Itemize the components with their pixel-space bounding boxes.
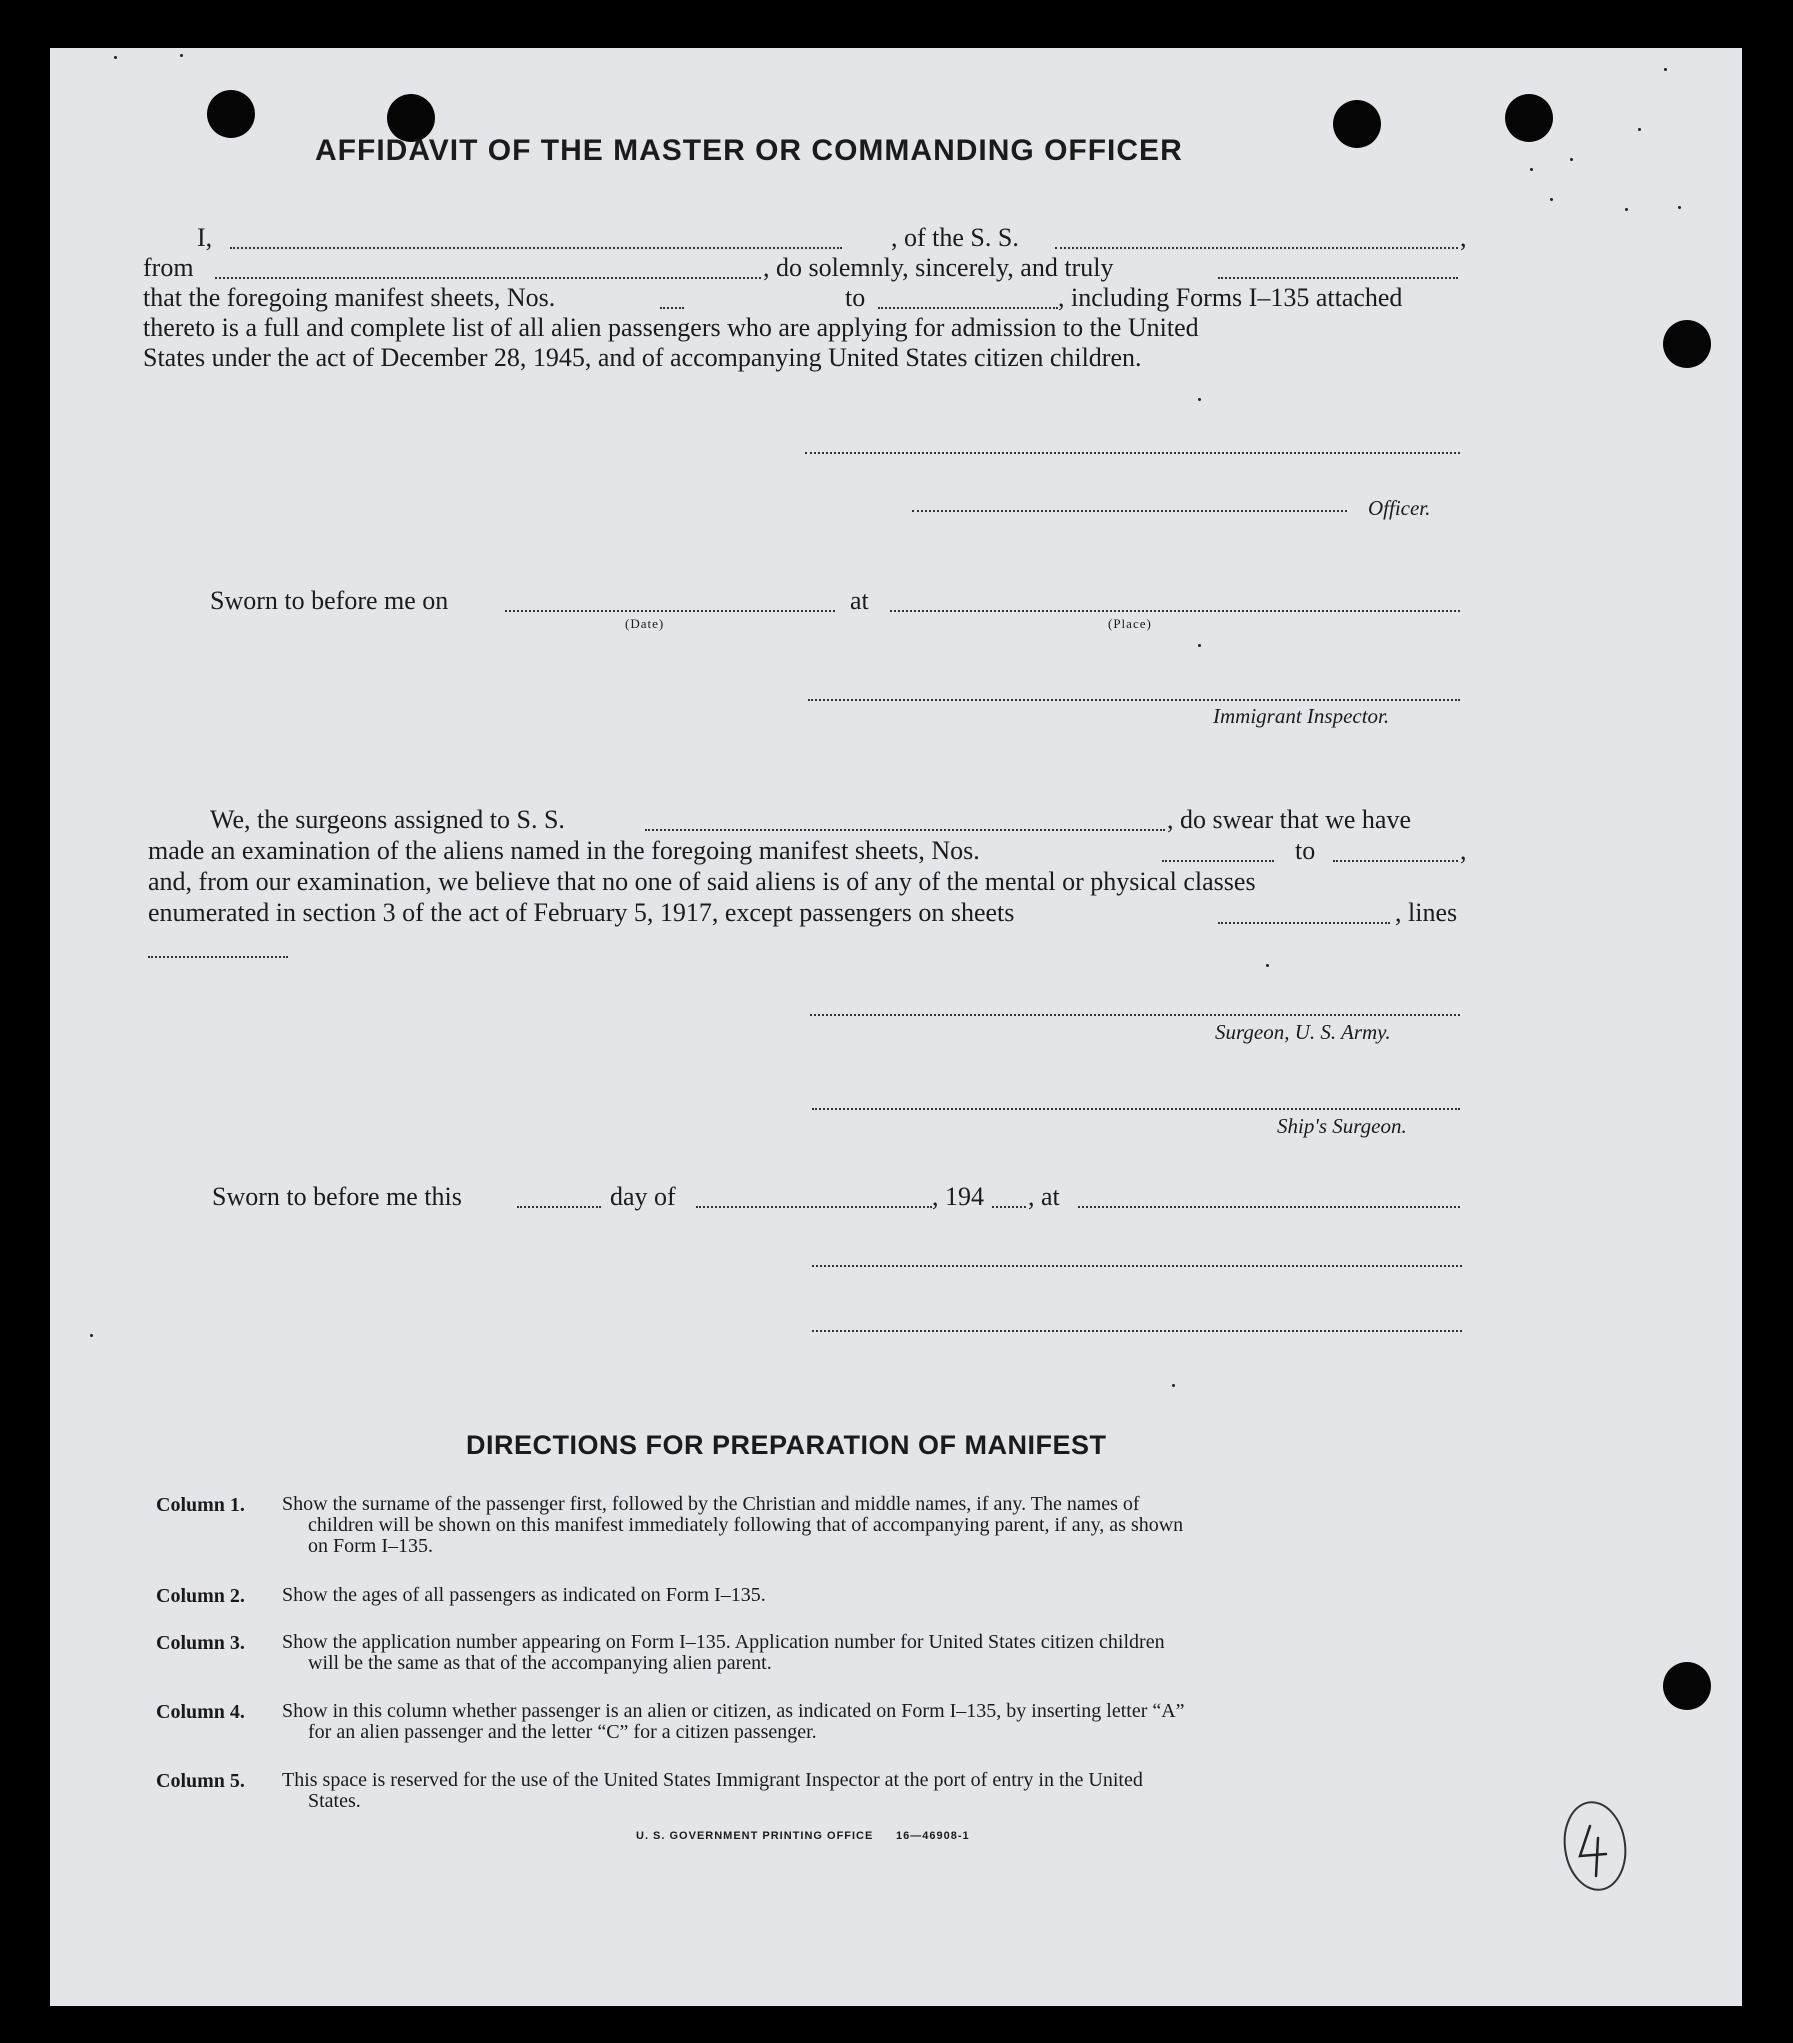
column-5-line: States. <box>308 1790 361 1812</box>
column-3-line: will be the same as that of the accompanying alien parent. <box>308 1652 772 1674</box>
column-4-line: Show in this column whether passenger is an alien or citizen, as indicated on Form I–135, by inserting letter “A” <box>282 1700 1185 1722</box>
speck <box>90 1334 93 1337</box>
affidavit-line5: States under the act of December 28, 1945, and of accompanying United States citizen children. <box>143 343 1142 372</box>
inspector-label: Immigrant Inspector. <box>1213 704 1390 728</box>
affidavit-solemnly: , do solemnly, sincerely, and truly <box>763 253 1114 282</box>
column-1-line: Show the surname of the passenger first, followed by the Christian and middle names, if any. The names of <box>282 1493 1140 1515</box>
sworn-at2: , at <box>1028 1182 1060 1211</box>
column-1-label: Column 1. <box>156 1494 245 1516</box>
speck <box>1198 644 1201 647</box>
sheets-to-field[interactable] <box>878 307 1058 309</box>
officer-signature-line[interactable] <box>912 510 1347 512</box>
affidavit-line4: thereto is a full and complete list of all alien passengers who are applying for admission to the United <box>143 313 1199 342</box>
column-5-line: This space is reserved for the use of the United States Immigrant Inspector at the port of entry in the United <box>282 1769 1143 1791</box>
sworn-month-field[interactable] <box>696 1206 932 1208</box>
column-5-text <box>282 1770 1462 1812</box>
column-1-line: children will be shown on this manifest immediately following that of accompanying parent, if any, as shown <box>308 1514 1184 1536</box>
speck <box>114 56 117 59</box>
surgeon-sheets-to-field[interactable] <box>1333 860 1458 862</box>
speck <box>1625 208 1628 211</box>
speck <box>1172 1384 1175 1387</box>
sworn-year-field[interactable] <box>992 1206 1026 1208</box>
surgeons-line1a: We, the surgeons assigned to S. S. <box>210 805 565 834</box>
official-signature-line-2[interactable] <box>812 1330 1462 1332</box>
affidavit-sheets: that the foregoing manifest sheets, Nos. <box>143 283 556 312</box>
affidavit-forms: , including Forms I–135 attached <box>1058 283 1403 312</box>
sworn-day-of: day of <box>610 1182 676 1211</box>
punch-hole <box>207 90 255 138</box>
surgeons-line3: and, from our examination, we believe that no one of said aliens is of any of the mental or physical classes <box>148 867 1256 896</box>
speck <box>1550 198 1553 201</box>
ship-surgeon-label: Ship's Surgeon. <box>1277 1114 1407 1138</box>
form-page <box>50 48 1742 2006</box>
speck <box>180 54 183 57</box>
speck <box>1198 398 1201 401</box>
surgeons-line2a: made an examination of the aliens named in the foregoing manifest sheets, Nos. <box>148 836 980 865</box>
sworn-place2-field[interactable] <box>1078 1206 1460 1208</box>
affidavit-comma: , <box>1460 223 1467 252</box>
sheets-from-field[interactable] <box>660 307 684 309</box>
column-5-label: Column 5. <box>156 1770 245 1792</box>
ship-name-field[interactable] <box>1055 247 1458 249</box>
printer-imprint: U. S. GOVERNMENT PRINTING OFFICE <box>636 1830 874 1842</box>
master-name-field[interactable] <box>230 247 842 249</box>
punch-hole <box>1505 94 1553 142</box>
officer-label: Officer. <box>1368 496 1431 520</box>
surgeons-lines: , lines <box>1395 898 1458 927</box>
directions-title: DIRECTIONS FOR PREPARATION OF MANIFEST <box>466 1430 1107 1460</box>
speck <box>1638 128 1641 131</box>
inspector-signature-line[interactable] <box>808 699 1460 701</box>
speck <box>1570 158 1573 161</box>
affidavit-to: to <box>845 283 866 312</box>
sworn-at: at <box>850 586 869 615</box>
column-2-text <box>282 1585 1462 1606</box>
punch-hole <box>1663 320 1711 368</box>
column-3-line: Show the application number appearing on Form I–135. Application number for United States citizen children <box>282 1631 1165 1653</box>
column-4-text <box>282 1701 1462 1743</box>
punch-hole <box>1333 100 1381 148</box>
speck <box>1266 964 1269 967</box>
affidavit-ss: , of the S. S. <box>891 223 1019 252</box>
column-4-line: for an alien passenger and the letter “C” for a citizen passenger. <box>308 1721 817 1743</box>
army-surgeon-signature-line[interactable] <box>810 1014 1460 1016</box>
ship-surgeon-signature-line[interactable] <box>812 1108 1460 1110</box>
speck <box>1678 206 1681 209</box>
column-1-line: on Form I–135. <box>308 1535 433 1557</box>
column-3-text <box>282 1632 1462 1674</box>
column-4-label: Column 4. <box>156 1701 245 1723</box>
speck <box>1530 168 1533 171</box>
affidavit-from: from <box>143 253 194 282</box>
surgeon-ship-field[interactable] <box>645 829 1165 831</box>
handwritten-page-mark <box>1550 1794 1640 1904</box>
port-from-field[interactable] <box>215 277 761 279</box>
column-2-label: Column 2. <box>156 1585 245 1607</box>
sworn-day-field[interactable] <box>517 1206 601 1208</box>
column-2-line: Show the ages of all passengers as indicated on Form I–135. <box>282 1584 766 1606</box>
army-surgeon-label: Surgeon, U. S. Army. <box>1215 1020 1391 1044</box>
date-caption: (Date) <box>625 616 665 631</box>
truly-field[interactable] <box>1218 277 1458 279</box>
sworn-year: , 194 <box>932 1182 984 1211</box>
column-1-text <box>282 1494 1462 1557</box>
surgeons-line4a: enumerated in section 3 of the act of February 5, 1917, except passengers on sheets <box>148 898 1015 927</box>
affidavit-i: I, <box>197 223 213 252</box>
punch-hole <box>1663 1662 1711 1710</box>
surgeon-sheets-from-field[interactable] <box>1162 860 1274 862</box>
sworn-this-label: Sworn to before me this <box>212 1182 462 1211</box>
surgeons-to: to <box>1295 836 1316 865</box>
sworn-place-field[interactable] <box>890 610 1460 612</box>
form-code: 16—46908-1 <box>896 1830 970 1842</box>
official-signature-line-1[interactable] <box>812 1265 1462 1267</box>
master-signature-line[interactable] <box>805 452 1460 454</box>
speck <box>1664 68 1667 71</box>
surgeons-comma: , <box>1460 836 1467 865</box>
place-caption: (Place) <box>1108 616 1152 631</box>
page-title: AFFIDAVIT OF THE MASTER OR COMMANDING OFFICER <box>315 134 1183 167</box>
sworn-date-field[interactable] <box>505 610 835 612</box>
surgeons-line1b: , do swear that we have <box>1167 805 1412 834</box>
sworn-before-on: Sworn to before me on <box>210 586 449 615</box>
except-lines-field[interactable] <box>148 956 288 958</box>
except-sheets-field[interactable] <box>1218 922 1390 924</box>
column-3-label: Column 3. <box>156 1632 245 1654</box>
